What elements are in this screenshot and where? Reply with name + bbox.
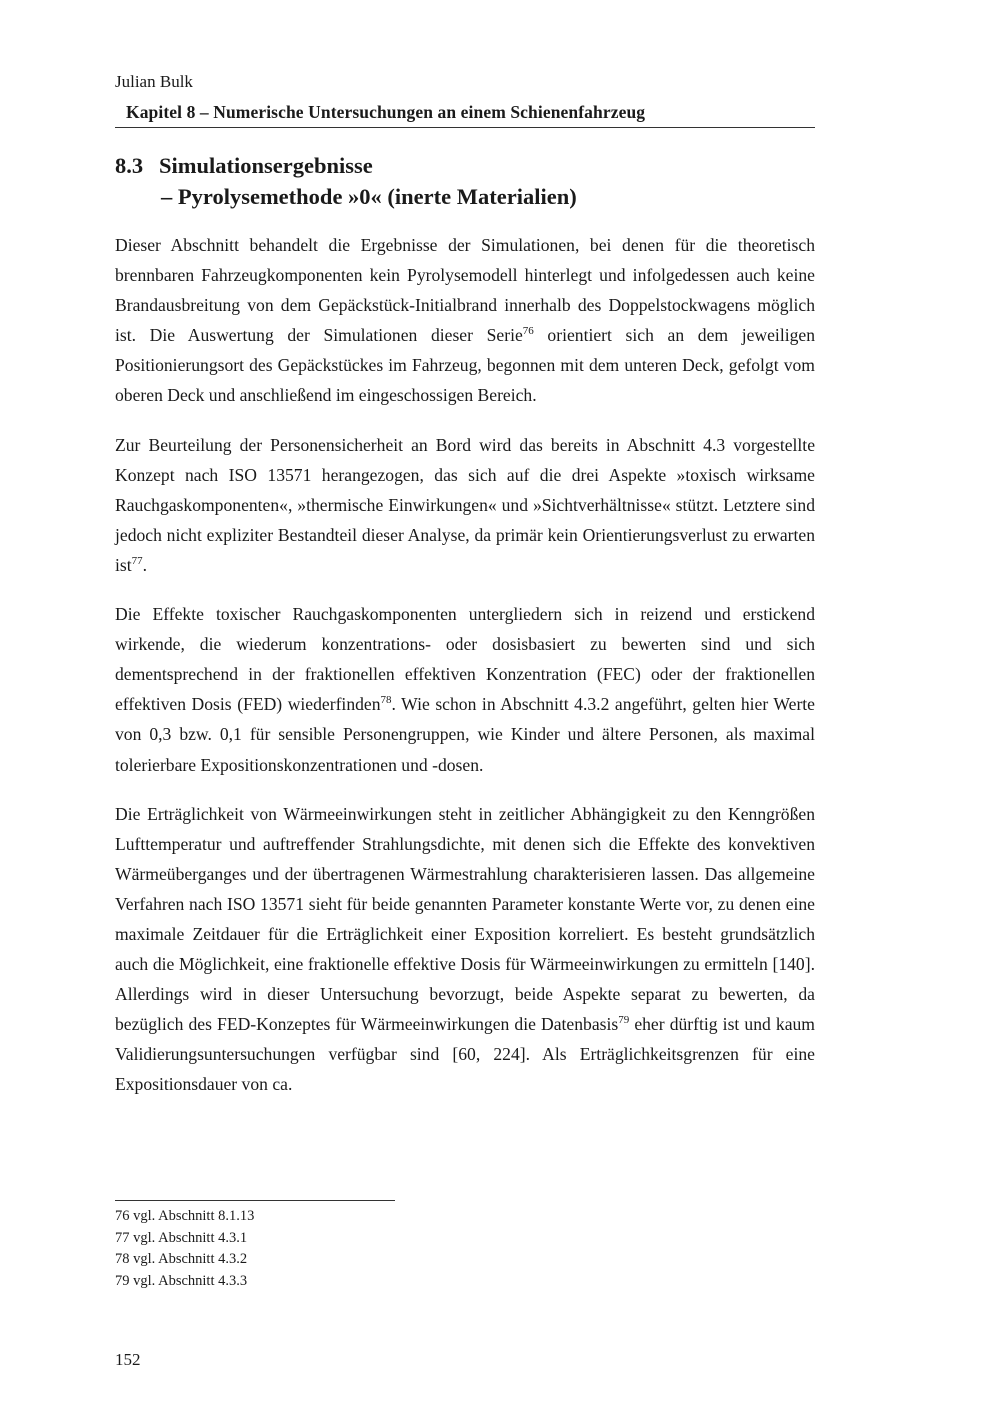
footnote-ref-77: 77 <box>131 555 143 568</box>
footnote-ref-79: 79 <box>618 1014 630 1027</box>
paragraph-2 <box>115 430 815 580</box>
footnote-76: 76 vgl. Abschnitt 8.1.13 <box>115 1208 255 1224</box>
footnotes <box>115 1206 254 1292</box>
section-heading <box>115 150 815 212</box>
paragraph-4-text-a: Die Erträglichkeit von Wärmeeinwirkungen steht in zeitlicher Abhängigkeit zu den Kenngrößen Lufttemperatur und auftreffender Strahlungsdichte, mit denen sich die Effekte des konvektiven Wärmeüberganges und der übertragenen Wärmestrahlung charakterisieren lassen. Das allgemeine Verfahren nach ISO 13571 sieht für beide genannten Parameter konstante Werte vor, zu denen eine maximale Zeitdauer für die Erträglichkeit einer Exposition korreliert. Es besteht grundsätzlich auch die Möglichkeit, eine fraktionelle effektive Dosis für Wärmeeinwirkungen zu ermitteln [140]. Allerdings wird in dieser Untersuchung bevorzugt, beide Aspekte separat zu bewerten, da bezüglich des FED-Konzeptes für Wärmeeinwirkungen die Datenbasis <box>115 803 815 1035</box>
paragraph-3-text-a: Die Effekte toxischer Rauchgaskomponenten untergliedern sich in reizend und erstickend wirkende, die wiederum konzentrations- oder dosisbasiert zu bewerten sind und sich dementsprechend in der fraktionellen effektiven Konzentration (FEC) oder der fraktionellen effektiven Dosis (FED) wiederfinden <box>115 604 815 715</box>
paragraph-3 <box>115 599 815 780</box>
page-number: 152 <box>115 1350 141 1369</box>
paragraph-1 <box>115 230 815 411</box>
paragraph-4-text-b: eher dürftig ist und kaum Validierungsuntersuchungen verfügbar sind [60, 224]. Als Erträglichkeitsgrenzen für eine Expositionsdauer von ca. <box>115 1014 815 1095</box>
footnote-ref-76: 76 <box>522 325 534 338</box>
footnote-ref-78: 78 <box>380 694 392 707</box>
document-page <box>115 0 815 1414</box>
footnote-divider <box>115 1200 395 1201</box>
section-number: 8.3 <box>115 153 144 178</box>
footnote-79: 79 vgl. Abschnitt 4.3.3 <box>115 1272 248 1289</box>
footnote-77: 77 vgl. Abschnitt 4.3.1 <box>115 1229 248 1246</box>
paragraph-3-text-b: . Wie schon in Abschnitt 4.3.2 angeführt, gelten hier Werte von 0,3 bzw. 0,1 für sensible Personengruppen, wie Kinder und ältere Personen, als maximal tolerierbare Expositionskonzentrationen und -dosen. <box>115 694 815 775</box>
paragraph-2-text-b: . <box>142 554 148 575</box>
paragraph-2-text-a: Zur Beurteilung der Personensicherheit an Bord wird das bereits in Abschnitt 4.3 vorgestellte Konzept nach ISO 13571 herangezogen, das sich auf die drei Aspekte »toxisch wirksame Rauchgaskomponenten«, »thermische Einwirkungen« und »Sichtverhältnisse« stützt. Letztere sind jedoch nicht expliziter Bestandteil dieser Analyse, da primär kein Orientierungsverlust zu erwarten ist <box>115 434 815 575</box>
running-header-chapter: Kapitel 8 – Numerische Untersuchungen an einem Schienenfahrzeug <box>115 102 815 128</box>
paragraph-4 <box>115 799 815 1100</box>
section-title-line1: Simulationsergebnisse <box>159 153 373 178</box>
paragraph-1-text-b: orientiert sich an dem jeweiligen Positionierungsort des Gepäckstückes im Fahrzeug, begonnen mit dem unteren Deck, gefolgt vom oberen Deck und anschließend im eingeschossigen Bereich. <box>115 325 815 406</box>
footnote-78: 78 vgl. Abschnitt 4.3.2 <box>115 1251 248 1267</box>
section-title-line2: – Pyrolysemethode »0« (inerte Materialien) <box>161 184 577 209</box>
running-header-author: Julian Bulk <box>115 72 193 91</box>
paragraph-1-text-a: Dieser Abschnitt behandelt die Ergebnisse der Simulationen, bei denen für die theoretisch brennbaren Fahrzeugkomponenten kein Pyrolysemodell hinterlegt und infolgedessen auch keine Brandausbreitung von dem Gepäckstück-Initialbrand innerhalb des Doppelstockwagens möglich ist. Die Auswertung der Simulationen dieser Serie <box>115 235 815 346</box>
body-text <box>115 230 815 1119</box>
